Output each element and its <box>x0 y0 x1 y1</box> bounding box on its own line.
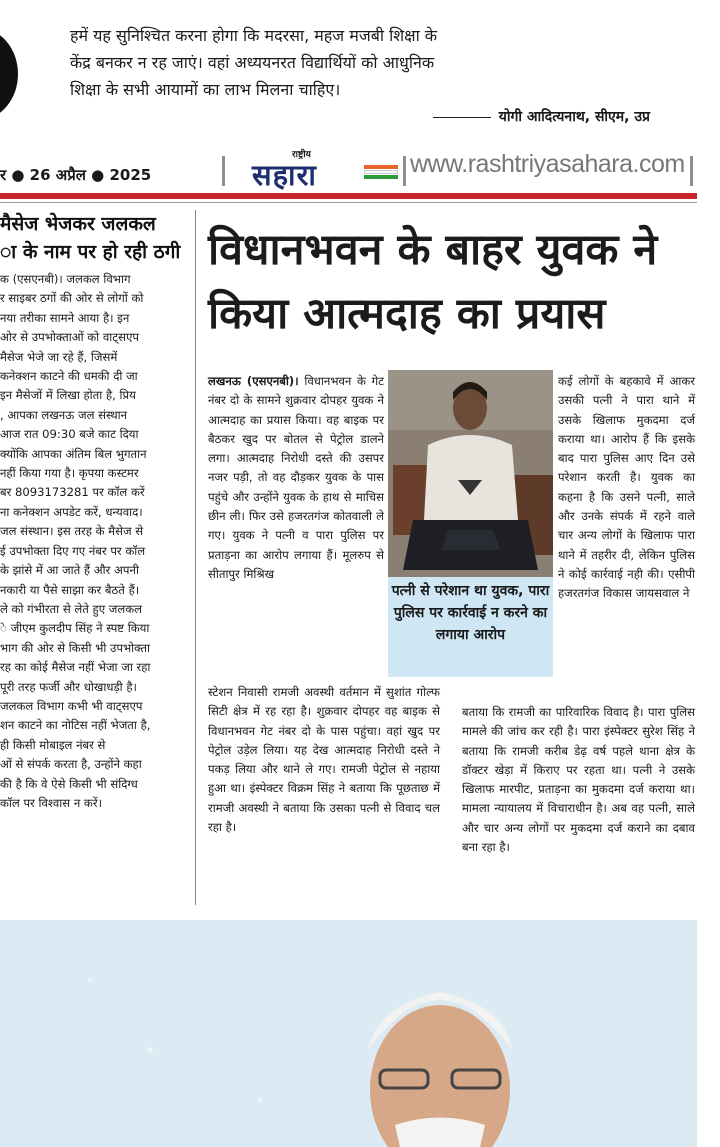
man-sitting-photo-icon <box>388 370 553 577</box>
column-separator <box>195 210 196 905</box>
article-dateline: लखनऊ (एसएनबी)। <box>208 374 299 388</box>
quote-line: केंद्र बनकर न रह जाएं। वहां अध्ययनरत विद्यार्थियों को आधुनिक <box>70 53 435 72</box>
left-article <box>0 210 190 813</box>
left-article-line: बर 8093173281 पर कॉल करें <box>0 485 145 500</box>
left-article-line: जल संस्थान। इस तरह के मैसेज से <box>0 524 144 539</box>
masthead-divider <box>222 156 225 186</box>
masthead-red-rule <box>0 193 697 199</box>
left-article-line: आज रात 09:30 बजे काट दिया <box>0 427 139 442</box>
headline-line: मैसेज भेजकर जलकल <box>0 213 156 235</box>
left-article-line: कॉल पर विश्वास न करें। <box>0 795 102 810</box>
left-article-line: कनेक्शन काटने की धमकी दी जा <box>0 369 138 384</box>
left-article-line: की है कि वे ऐसे किसी भी संदिग्ध <box>0 776 138 791</box>
article-column-1-text: विधानभवन के गेट नंबर दो के सामने शुक्रवार दोपहर युवक ने आत्मदाह का प्रयास किया। वह बाइक पर बैठकर खुद पर बोतल से पेट्रोल डालने लगा। आत्मदाह निरोधी दस्ते की उसपर नजर पड़ी, तो वह दौड़कर युवक के पास पहुंचे और उन्होंने युवक के हाथ से माचिस छीन ली। फिर उसे हजरतगंज कोतवाली ले गए। युवक ने पत्नी व पारा पुलिस पर प्रताड़ना का आरोप लगाया हैं। मूलरुप से सीतापुर मिश्रिख <box>208 374 384 581</box>
left-article-line: नकारी या पैसे साझा कर बैठते हैं। <box>0 582 140 597</box>
portrait-photo-icon <box>0 920 697 1147</box>
headline-line: ा के नाम पर हो रही ठगी <box>0 241 181 263</box>
quote-dash <box>433 117 491 118</box>
main-headline: विधानभवन के बाहर युवक ने किया आत्मदाह का प्रयास <box>208 225 658 339</box>
quote-author <box>398 107 650 126</box>
article-column-2: कई लोगों के बहकावे में आकर उसकी पत्नी ने पारा थाने में उसके खिलाफ मुकदमा दर्ज कराया था। आरोप हैं कि इसके बाद पारा पुलिस आए दिन उसे परेशान करती है। युवक का कहना है कि उसने पत्नी, साले और उनके संपर्क में रहने वाले चार अन्य लोगों के खिलाफ पारा थाने में तहरीर दी, लेकिन पुलिस ने कोई कार्रवाई नही की। एसीपी हजरतगंज विकास जायसवाल ने <box>558 374 695 601</box>
left-article-line: शन काटने का नोटिस नहीं भेजता है, <box>0 718 151 733</box>
left-article-line: इन मैसेजों में लिखा होता है, प्रिय <box>0 388 136 403</box>
left-article-line: ओर से उपभोक्ताओं को वाट्सएप <box>0 330 139 345</box>
decorative-portrait-circle <box>0 28 18 120</box>
left-article-line: भाग की ओर से किसी भी उपभोक्ता <box>0 640 150 655</box>
left-article-headline <box>0 210 190 266</box>
left-article-line: पूरी तरह फर्जी और धोखाधड़ी है। <box>0 679 137 694</box>
left-article-line: ई उपभोक्ता दिए गए नंबर पर कॉल <box>0 543 146 558</box>
left-article-line: े जीएम कुलदीप सिंह ने स्पष्ट किया <box>0 621 150 636</box>
left-article-line: रह का कोई मैसेज नहीं भेजा जा रहा <box>0 660 151 675</box>
issue-date: र ● 26 अप्रैल ● 2025 <box>0 166 152 184</box>
left-article-line: के झांसे में आ जाते हैं और अपनी <box>0 563 139 578</box>
logo-flag-icon <box>364 165 398 179</box>
photo-caption: पत्नी से परेशान था युवक, पारा पुलिस पर कार्रवाई न करने का लगाया आरोप <box>388 577 553 677</box>
newspaper-logo <box>252 147 402 192</box>
left-article-line: क (एसएनबी)। जलकल विभाग <box>0 272 131 286</box>
left-article-line: र साइबर ठगों की ओर से लोगों को <box>0 291 144 306</box>
left-article-line: नहीं किया गया है। कृपया कस्टमर <box>0 466 139 481</box>
left-article-line: ना कनेक्शन अपडेट करें, धन्यवाद। <box>0 504 143 519</box>
logo-top-text: राष्ट्रीय <box>292 150 311 160</box>
left-article-line: नया तरीका सामने आया है। इन <box>0 310 130 325</box>
masthead-grey-rule <box>0 202 697 203</box>
quote-author-name: योगी आदित्यनाथ, सीएम, उप्र <box>498 109 650 125</box>
article-column-3: स्टेशन निवासी रामजी अवस्थी वर्तमान में सुशांत गोल्फ सिटी क्षेत्र में रह रहा है। शुक्रवार दोपहर वह बाइक से विधानभवन गेट नंबर दो के पास पहुंचा। वहां खुद पर पेट्रोल उड़ेल लिया। यह देख आत्मदाह निरोधी दस्ते ने पकड़ लिया और थाने ले गए। रामजी पेट्रोल से नहाया हुआ था। इंस्पेक्टर विक्रम सिंह ने बताया कि पूछताछ में रामजी अवस्थी ने बताया कि उसका पत्नी से विवाद चल रहा है। <box>208 685 440 835</box>
masthead-divider <box>690 156 693 186</box>
news-photo <box>388 370 553 577</box>
quote-text <box>70 22 640 103</box>
left-article-line: जलकल विभाग कभी भी वाट्सएप <box>0 698 143 713</box>
left-article-line: मैसेज भेजे जा रहे हैं, जिसमें <box>0 349 118 364</box>
quote-line: शिक्षा के सभी आयामों का लाभ मिलना चाहिए। <box>70 80 341 99</box>
quote-line: हमें यह सुनिश्चित करना होगा कि मदरसा, महज मजबी शिक्षा के <box>70 26 438 45</box>
article-column-1 <box>208 372 384 584</box>
left-article-line: ओं से संपर्क करता है, उन्होंने कहा <box>0 757 142 772</box>
left-article-body <box>0 270 190 813</box>
article-column-4: बताया कि रामजी का पारिवारिक विवाद है। पारा पुलिस मामले की जांच कर रही है। पारा इंस्पेक्टर सुरेश सिंह ने बताया कि रामजी करीब डेढ़ वर्ष पहले थाना क्षेत्र के डॉक्टर खेड़ा में किराए पर रहता था। पत्नी ने उसके खिलाफ मारपीट, प्रताड़ना का मुकदमा दर्ज कराया था। मामला न्यायालय में विचाराधीन है। अब वह पत्नी, साले और चार अन्य लोगों पर मुकदमा दर्ज कराने का दबाव बना रहा है। <box>462 705 695 855</box>
website-url: www.rashtriyasahara.com <box>410 150 685 178</box>
left-article-line: , आपका लखनऊ जल संस्थान <box>0 407 128 422</box>
logo-main-text: सहारा <box>252 158 317 192</box>
left-article-line: ही किसी मोबाइल नंबर से <box>0 737 106 752</box>
left-article-line: क्योंकि आपका अंतिम बिल भुगतान <box>0 446 147 461</box>
bottom-advert-image <box>0 920 697 1147</box>
masthead-divider <box>403 156 406 186</box>
left-article-line: ले को गंभीरता से लेते हुए जलकल <box>0 601 143 616</box>
